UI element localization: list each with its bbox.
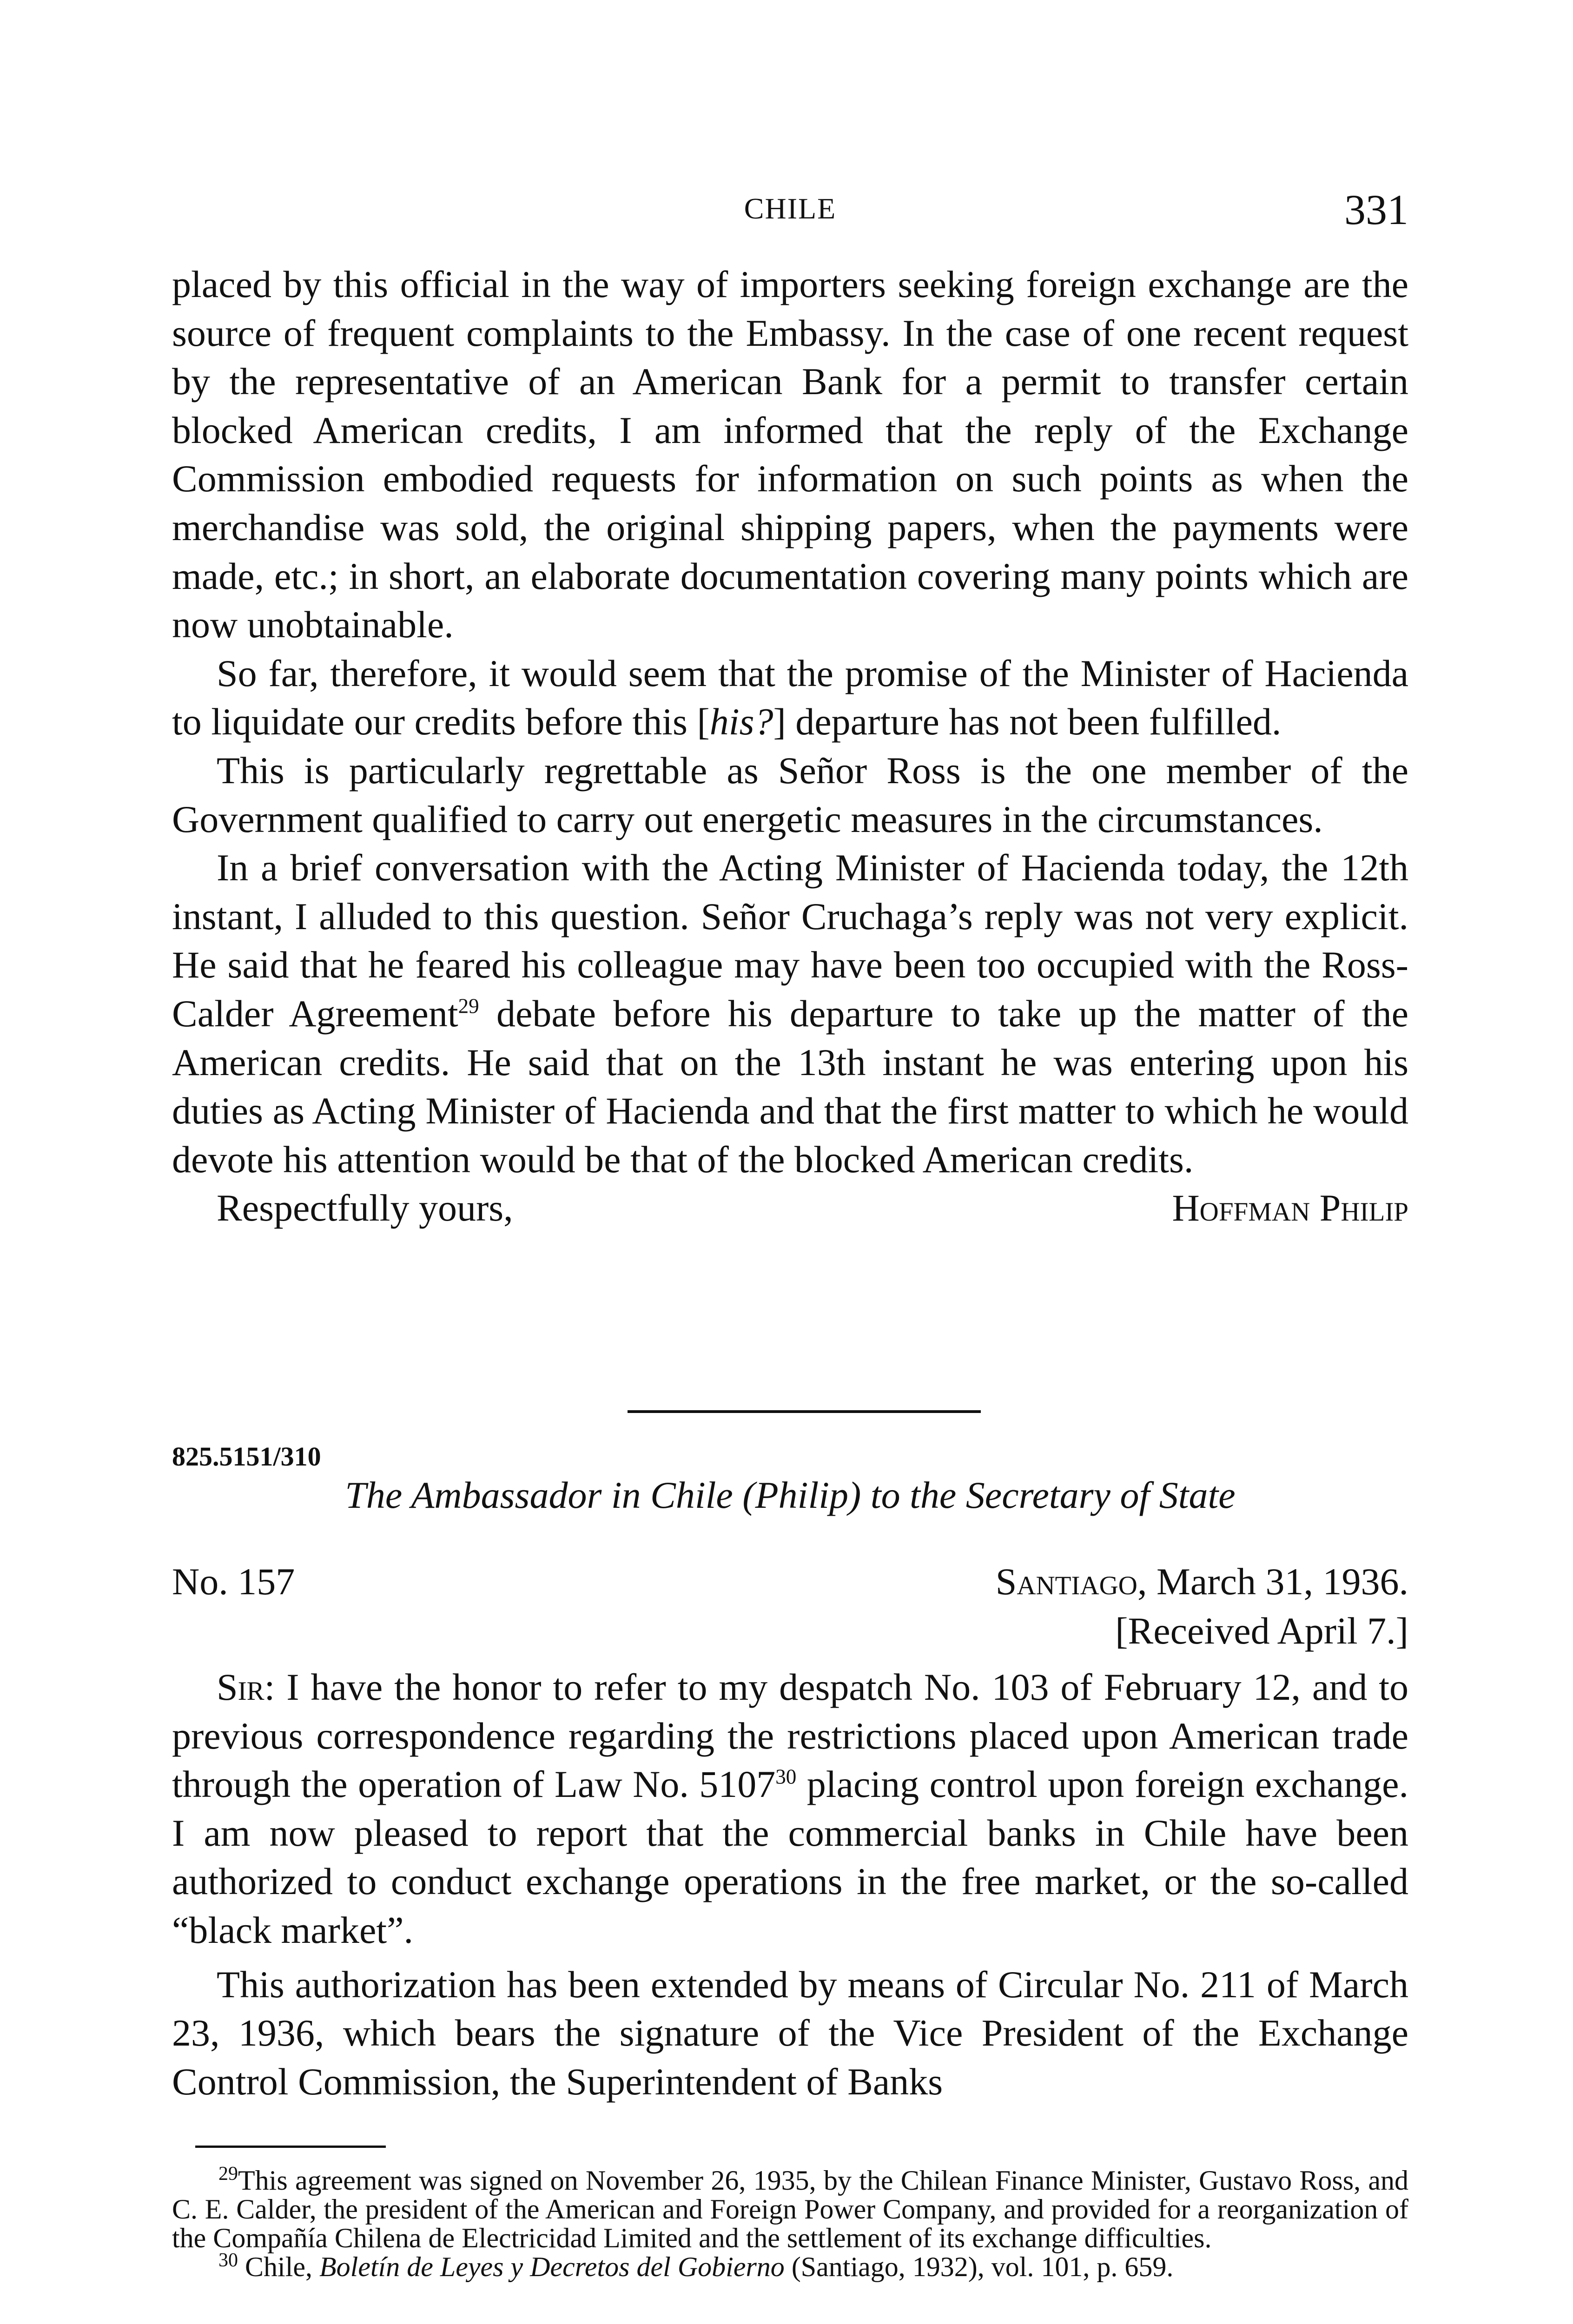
dateline — [172, 1557, 1408, 1656]
footnote-30 — [172, 2252, 1408, 2281]
despatch-paragraph-1-text-a: : I have the honor to refer to my despatch No. 103 of February 12, and to previous correspondence regarding the restrictions placed upon American trade through the operation of Law No. 5107 — [172, 1666, 1408, 1806]
footnote-30-italic: Boletín de Leyes y Decretos del Gobierno — [319, 2251, 785, 2282]
footnote-ref-29: 29 — [458, 994, 479, 1018]
footnote-29 — [172, 2163, 1408, 2253]
paragraph-2-text-b: ] departure has not been fulfilled. — [773, 700, 1282, 743]
page-header — [172, 185, 1408, 236]
paragraph-1: placed by this official in the way of importers seeking foreign exchange are the source of frequent complaints to the Embassy. In the case of one recent request by the representative of an American Bank for a permit to transfer certain blocked American credits, I am informed that the reply of the Exchange Commission embodied requests for information on such points as when the merchandise was sold, the original shipping papers, when the payments were made, etc.; in short, an elaborate documentation covering many points which are now unobtainable. — [172, 263, 1408, 646]
paragraph-4-text-a: In a brief conversation with the Acting Minister of Hacienda today, the 12th instant, I alluded to this question. Señor Cruchaga’s reply was not very explicit. He said that he feared his colleague may have been too occupied with the Ross-Calder Agreement — [172, 846, 1408, 1035]
received-date: [Received April 7.] — [1115, 1610, 1408, 1652]
footnote-29-marker: 29 — [218, 2163, 238, 2185]
despatch-paragraph-1 — [172, 1663, 1408, 1955]
closing: Respectfully yours, — [217, 1187, 513, 1229]
footnote-29-text: This agreement was signed on November 26, 1935, by the Chilean Finance Minister, Gustavo Ross, and C. E. Calder, the president of the American and Foreign Power Company, and provided for a reorganization of the Compañía Chilena de Electricidad Limited and the settlement of its exchange difficulties. — [172, 2165, 1408, 2253]
paragraph-2-italic: his? — [709, 700, 773, 743]
paragraph-4-text-b: debate before his departure to take up the matter of the American credits. He said that on the 13th instant he was entering upon his duties as Acting Minister of Hacienda and that the first matter to which he would devote his attention would be that of the blocked American credits. — [172, 992, 1408, 1181]
paragraph-3: This is particularly regrettable as Señor Ross is the one member of the Government qualified to carry out energetic measures in the circumstances. — [172, 749, 1408, 840]
despatch-paragraph-1-text-b: placing control upon foreign exchange. I am now pleased to report that the commercial banks in Chile have been authorized to conduct exchange operations in the free market, or the so-called “black market”. — [172, 1763, 1408, 1951]
signature: Hoffman Philip — [1172, 1187, 1408, 1229]
page-number: 331 — [1344, 186, 1408, 233]
despatch-number: No. 157 — [172, 1560, 295, 1603]
paragraph-2-text-a: So far, therefore, it would seem that the promise of the Minister of Hacienda to liquidate our credits before this [ — [172, 652, 1408, 743]
paragraph-2 — [172, 649, 1408, 746]
salutation: Sir — [217, 1666, 264, 1708]
despatch-body — [172, 1663, 1408, 2106]
footnote-30-marker: 30 — [218, 2250, 238, 2271]
footnote-30-text-a: Chile, — [238, 2251, 319, 2282]
place: Santiago — [995, 1560, 1137, 1603]
despatch-paragraph-2: This authorization has been extended by means of Circular No. 211 of March 23, 1936, which bears the signature of the Vice President of the Exchange Control Commission, the Superintendent of Banks — [172, 1963, 1408, 2103]
footnote-ref-30: 30 — [775, 1765, 797, 1789]
paragraph-4 — [172, 844, 1408, 1184]
place-date — [996, 1557, 1408, 1606]
letter-body — [172, 260, 1408, 1233]
footnotes — [172, 2163, 1408, 2282]
document-title: The Ambassador in Chile (Philip) to the Secretary of State — [345, 1474, 1236, 1516]
footnote-separator — [195, 2146, 386, 2148]
footnote-30-text-b: (Santiago, 1932), vol. 101, p. 659. — [784, 2251, 1174, 2282]
file-number: 825.5151/310 — [172, 1441, 321, 1472]
section-separator — [628, 1410, 981, 1413]
date: , March 31, 1936. — [1137, 1560, 1408, 1603]
running-head: CHILE — [744, 192, 837, 225]
signature-line — [172, 1184, 1408, 1233]
